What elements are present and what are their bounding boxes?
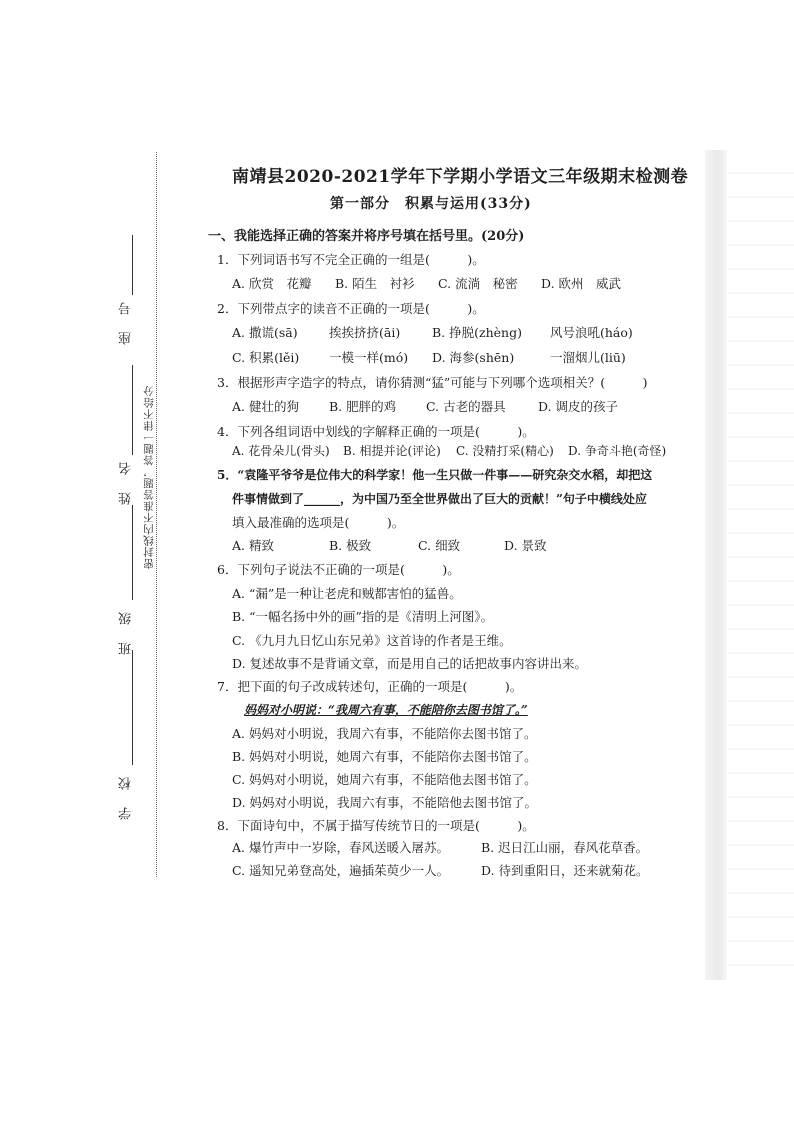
q2-option-c[interactable]: C. 积累(lěi) [232, 350, 300, 365]
q2-stem: 2．下列带点字的读音不正确的一项是( )。 [217, 301, 485, 316]
q3-stem: 3．根据形声字造字的特点，请你猜测“猛”可能与下列哪个选项相关？( ) [217, 375, 648, 390]
seat-label: 座 号 [119, 300, 134, 345]
q1-option-a[interactable]: A. 欣赏 花瓣 [232, 276, 312, 291]
q8-option-b[interactable]: B. 迟日江山丽，春风花草香。 [481, 840, 649, 855]
q4-option-d[interactable]: D. 争奇斗艳(奇怪) [568, 444, 667, 458]
q3-option-d[interactable]: D. 调皮的孩子 [538, 399, 619, 414]
q2-option-d[interactable]: D. 海参(shēn) [432, 350, 515, 365]
q5-option-c[interactable]: C. 细致 [418, 538, 461, 553]
name-label: 姓 名 [119, 460, 134, 505]
q1-option-c[interactable]: C. 流淌 秘密 [438, 276, 518, 291]
school-blank[interactable] [132, 650, 133, 765]
q8-option-c[interactable]: C. 遥知兄弟登高处，遍插茱萸少一人。 [232, 863, 450, 878]
q3-option-a[interactable]: A. 健壮的狗 [232, 399, 299, 414]
q6-option-b[interactable]: B. “一幅名扬中外的画”指的是《清明上河图》。 [232, 609, 494, 624]
q7-option-c[interactable]: C. 妈妈对小明说，她周六有事，不能陪他去图书馆了。 [232, 772, 537, 787]
q5-line-1: 5．“袁隆平爷爷是位伟大的科学家！他一生只做一件事——研究杂交水稻，却把这 [217, 468, 653, 482]
q8-stem: 8．下面诗句中，不属于描写传统节日的一项是( )。 [217, 818, 535, 833]
seal-note: 密封线内不准答题，答题一律不给分 [143, 385, 155, 569]
q2-option-a[interactable]: A. 撒谎(sā) [232, 325, 298, 340]
q7-option-d[interactable]: D. 妈妈对小明说，我周六有事，不能陪他去图书馆了。 [232, 795, 538, 810]
q2-option-c-2: 一模一样(mó) [329, 350, 409, 365]
q5-option-b[interactable]: B. 极致 [329, 538, 372, 553]
q5-option-a[interactable]: A. 精致 [232, 538, 274, 553]
q5-option-d[interactable]: D. 景致 [504, 538, 547, 553]
section-heading: 一、我能选择正确的答案并将序号填在括号里。(20分) [208, 229, 525, 244]
q2-option-b[interactable]: B. 挣脱(zhèng) [432, 325, 522, 340]
q4-option-c[interactable]: C. 没精打采(精心) [456, 444, 554, 458]
q7-option-a[interactable]: A. 妈妈对小明说，我周六有事，不能陪你去图书馆了。 [232, 726, 537, 741]
part-heading: 第一部分 积累与运用(33分) [330, 196, 532, 212]
q1-option-b[interactable]: B. 陌生 衬衫 [335, 276, 415, 291]
q2-option-d-2: 一溜烟儿(liū) [550, 350, 626, 365]
q3-option-c[interactable]: C. 古老的器具 [426, 399, 506, 414]
q6-stem: 6．下列句子说法不正确的一项是( )。 [217, 562, 460, 577]
seat-blank[interactable] [132, 235, 133, 295]
q5-line-2: 件事情做到了______，为中国乃至全世界做出了巨大的贡献！”句子中横线处应 [232, 492, 647, 506]
q4-stem: 4．下列各组词语中划线的字解释正确的一项是( )。 [217, 424, 535, 439]
exam-title: 南靖县2020-2021学年下学期小学语文三年级期末检测卷 [232, 167, 689, 187]
q3-option-b[interactable]: B. 肥胖的鸡 [329, 399, 397, 414]
q1-stem: 1．下列词语书写不完全正确的一组是( )。 [217, 252, 485, 267]
q7-option-b[interactable]: B. 妈妈对小明说，她周六有事，不能陪你去图书馆了。 [232, 749, 537, 764]
q4-option-b[interactable]: B. 相提并论(评论) [343, 444, 441, 458]
q6-option-c[interactable]: C. 《九月九日忆山东兄弟》这首诗的作者是王维。 [232, 633, 512, 648]
school-label: 学 校 [119, 775, 134, 820]
q2-option-a-2: 挨挨挤挤(āi) [329, 325, 401, 340]
q5-line-3: 填入最准确的选项是( )。 [232, 515, 405, 530]
q1-option-d[interactable]: D. 欧州 威武 [541, 276, 622, 291]
q7-stem: 7．把下面的句子改成转述句，正确的一项是( )。 [217, 679, 523, 694]
name-blank[interactable] [132, 365, 133, 455]
scan-shadow [705, 150, 727, 980]
q7-quote: 妈妈对小明说：“我周六有事，不能陪你去图书馆了。” [244, 703, 528, 717]
bleed-through-area [728, 150, 794, 980]
q8-option-d[interactable]: D. 待到重阳日，还来就菊花。 [481, 863, 649, 878]
q4-option-a[interactable]: A. 花骨朵儿(骨头) [232, 444, 330, 458]
q2-option-b-2: 风号浪吼(háo) [550, 325, 633, 340]
q8-option-a[interactable]: A. 爆竹声中一岁除，春风送暖入屠苏。 [232, 840, 449, 855]
q6-option-a[interactable]: A. “漏”是一种让老虎和贼都害怕的猛兽。 [232, 586, 462, 601]
class-label: 班 级 [119, 610, 134, 655]
q6-option-d[interactable]: D. 复述故事不是背诵文章，而是用自己的话把故事内容讲出来。 [232, 656, 588, 671]
seal-line [156, 152, 157, 877]
class-blank[interactable] [132, 505, 133, 600]
